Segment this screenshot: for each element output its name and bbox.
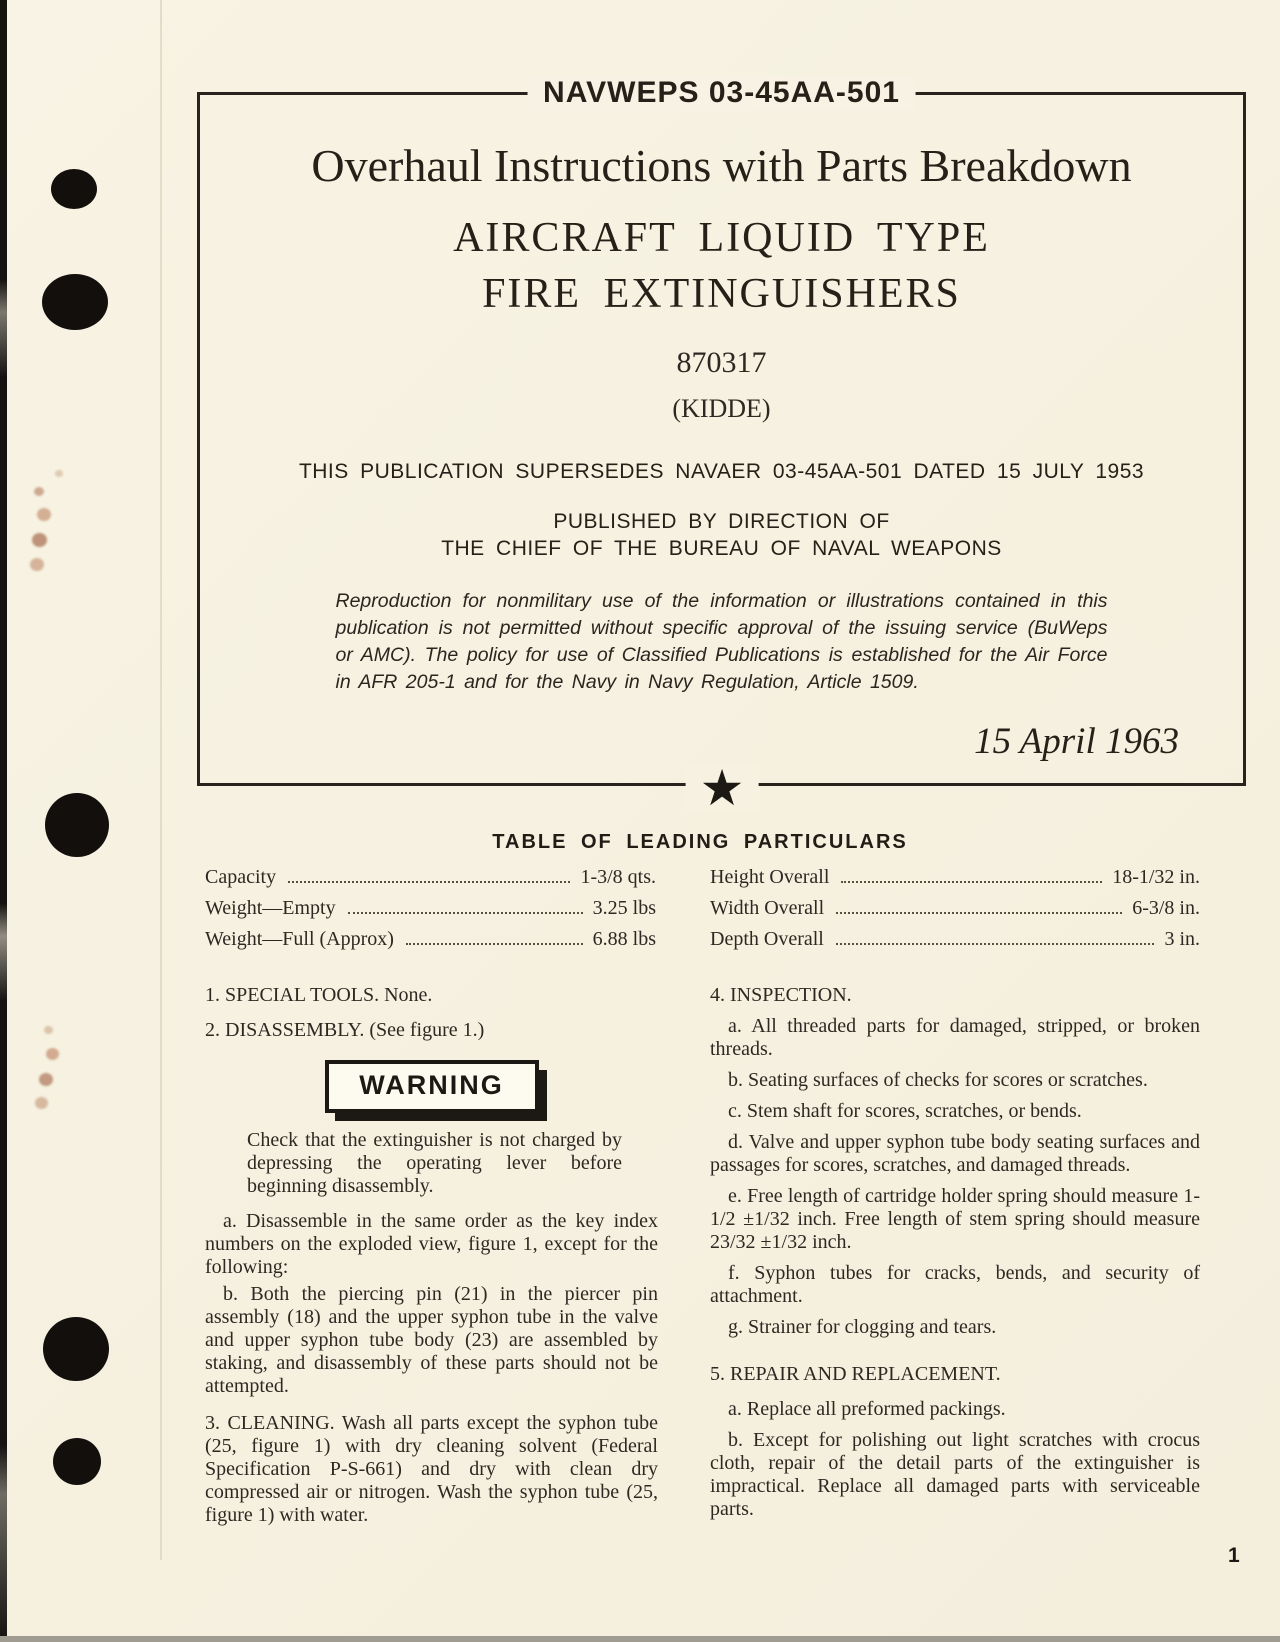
section-inspection-heading: 4. INSPECTION.: [710, 984, 852, 1006]
punch-hole: [43, 1317, 109, 1381]
punch-hole: [42, 274, 108, 330]
table-row: [205, 928, 656, 959]
warning-label: WARNING: [359, 1070, 504, 1100]
inspection-item: e. Free length of cartridge holder spring should measure 1-1/2 ±1/32 inch. Free length of stem spring should measure 23/32 ±1/32 inch.: [710, 1185, 1200, 1253]
table-row: [710, 866, 1200, 897]
title-block: [200, 141, 1243, 763]
row-value: 1-3/8 qts.: [580, 866, 656, 888]
supersedes-notice: THIS PUBLICATION SUPERSEDES NAVAER 03-45AA-501 DATED 15 JULY 1953: [298, 459, 1145, 483]
row-label: Capacity: [205, 866, 277, 888]
manufacturer-name: (KIDDE): [672, 393, 771, 423]
table-row: [205, 897, 656, 928]
dotted-leader: [348, 912, 583, 914]
row-value: 3 in.: [1164, 928, 1200, 950]
subtitle-line-2: FIRE EXTINGUISHERS: [482, 270, 961, 317]
dotted-leader: [836, 943, 1155, 945]
stain-mark: [34, 487, 44, 496]
row-label: Depth Overall: [710, 928, 824, 950]
row-label: Height Overall: [710, 866, 830, 888]
row-label: Weight—Full (Approx): [205, 928, 394, 950]
inspection-item: c. Stem shaft for scores, scratches, or bends.: [728, 1100, 1082, 1122]
section-repair-heading: 5. REPAIR AND REPLACEMENT.: [710, 1363, 1001, 1385]
part-number: 870317: [676, 345, 767, 379]
stain-mark: [32, 533, 47, 547]
table-row: [710, 897, 1200, 928]
inspection-item: g. Strainer for clogging and tears.: [728, 1316, 997, 1338]
table-row: [710, 928, 1200, 959]
inspection-item: d. Valve and upper syphon tube body seating surfaces and passages for scores, scratches, and damaged threads.: [710, 1131, 1200, 1176]
row-value: 18-1/32 in.: [1112, 866, 1200, 888]
stain-mark: [55, 470, 63, 477]
doc-number: NAVWEPS 03-45AA-501: [527, 76, 916, 110]
warning-box: [325, 1060, 539, 1113]
publication-date: 15 April 1963: [974, 720, 1179, 762]
section-special-tools: 1. SPECIAL TOOLS. None.: [205, 984, 433, 1006]
subtitle-line-1: AIRCRAFT LIQUID TYPE: [453, 214, 990, 261]
inspection-item: a. All threaded parts for damaged, stripped, or broken threads.: [710, 1015, 1200, 1060]
row-label: Width Overall: [710, 897, 825, 919]
particulars-column-left: [205, 866, 656, 959]
stain-mark: [37, 508, 51, 521]
page-title: Overhaul Instructions with Parts Breakdown: [311, 140, 1132, 191]
title-border-box: [197, 75, 1246, 786]
page-number: 1: [1228, 1544, 1240, 1567]
dotted-leader: [406, 943, 583, 945]
particulars-heading: TABLE OF LEADING PARTICULARS: [492, 831, 908, 853]
repair-item: a. Replace all preformed packings.: [728, 1398, 1006, 1420]
published-by-line: [200, 508, 1243, 562]
published-line-1: PUBLISHED BY DIRECTION OF: [553, 509, 890, 533]
row-value: 6-3/8 in.: [1132, 897, 1200, 919]
inspection-item: f. Syphon tubes for cracks, bends, and security of attachment.: [710, 1262, 1200, 1307]
paper-crease-line: [160, 0, 162, 1560]
disassembly-step-a: a. Disassemble in the same order as the key index numbers on the exploded view, figure 1, except for the following:: [205, 1210, 658, 1278]
scan-edge-bottom: [0, 1636, 1280, 1642]
particulars-column-right: [710, 866, 1200, 959]
stain-mark: [44, 1026, 53, 1034]
repair-item: b. Except for polishing out light scratches with crocus cloth, repair of the detail parts of the extinguisher is impractical. Replace all damaged parts with serviceable parts.: [710, 1429, 1200, 1520]
dotted-leader: [836, 912, 1122, 914]
row-label: Weight—Empty: [205, 897, 336, 919]
punch-hole: [53, 1438, 101, 1485]
stain-mark: [39, 1073, 53, 1086]
dotted-leader: [841, 881, 1102, 883]
body-column-left: [205, 972, 658, 1527]
row-value: 3.25 lbs: [592, 897, 656, 919]
disassembly-step-b: b. Both the piercing pin (21) in the piercer pin assembly (18) and the upper syphon tube in the valve and upper syphon tube body (23) are assembled by staking, and disassembly of these parts should not be attempted.: [205, 1283, 658, 1397]
published-line-2: THE CHIEF OF THE BUREAU OF NAVAL WEAPONS: [441, 536, 1002, 560]
row-value: 6.88 lbs: [592, 928, 656, 950]
table-row: [205, 866, 656, 897]
warning-text: Check that the extinguisher is not charged by depressing the operating lever before beginning disassembly.: [247, 1129, 622, 1197]
stain-mark: [46, 1048, 59, 1060]
dotted-leader: [288, 881, 570, 883]
punch-hole: [51, 169, 97, 209]
scan-edge-left: [0, 0, 7, 1642]
reproduction-notice: Reproduction for nonmilitary use of the information or illustrations contained in this publication is not permitted without specific approval of the issuing service (BuWeps or AMC). The policy for use of Classified Publications is established for the Air Force in AFR 205-1 and for the Navy in Navy Regulation, Article 1509.: [335, 589, 1108, 693]
star-icon: ★: [686, 763, 759, 813]
body-column-right: [710, 972, 1200, 1527]
stain-mark: [30, 558, 44, 571]
inspection-item: b. Seating surfaces of checks for scores or scratches.: [728, 1069, 1148, 1091]
punch-hole: [45, 793, 109, 857]
particulars-table: [205, 866, 1200, 959]
body-columns: [205, 972, 1200, 1527]
section-cleaning: 3. CLEANING. Wash all parts except the syphon tube (25, figure 1) with dry cleaning solvent (Federal Specification P-S-661) and dry with clean dry compressed air or nitrogen. Wash the syphon tube (25, figure 1) with water.: [205, 1412, 658, 1526]
stain-mark: [35, 1097, 48, 1109]
section-disassembly-heading: 2. DISASSEMBLY. (See figure 1.): [205, 1019, 485, 1041]
